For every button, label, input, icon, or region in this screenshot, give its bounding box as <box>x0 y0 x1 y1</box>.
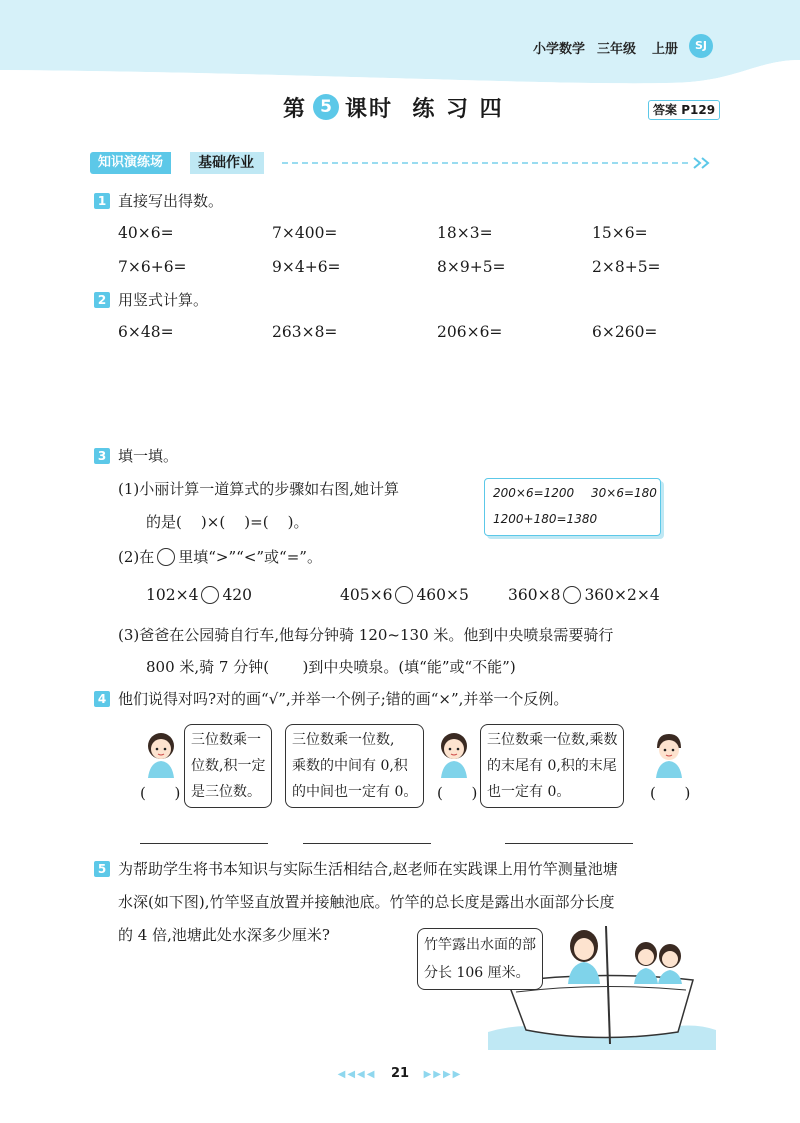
bubble-line: 三位数乘一 <box>191 732 261 748</box>
answer-line[interactable] <box>505 843 633 844</box>
answer-page: P129 <box>681 103 716 117</box>
q3-part1-line1: (1)小丽计算一道算式的步骤如右图,她计算 <box>118 480 400 498</box>
q3-part3-line1: (3)爸爸在公园骑自行车,他每分钟骑 120~130 米。他到中央喷泉需要骑行 <box>118 626 614 644</box>
girl-figure-1 <box>140 730 182 780</box>
compare-item <box>146 586 252 604</box>
q2-item: 206×6= <box>437 323 503 341</box>
bubble-line: 的末尾有 0,积的末尾 <box>487 758 617 774</box>
bubble-line: 分长 106 厘米。 <box>424 965 530 981</box>
question-4-prompt: 他们说得对吗?对的画“√”,并举一个例子;错的画“×”,并举一个反例。 <box>118 690 569 708</box>
q1-item: 2×8+5= <box>592 258 661 276</box>
grade-label: 三年级 <box>597 42 637 57</box>
page-title: 课时 练 习 四 <box>345 97 504 122</box>
edition-badge: SJ <box>689 34 713 58</box>
question-2-prompt: 用竖式计算。 <box>118 291 209 309</box>
speech-bubble-2 <box>285 724 424 808</box>
judge-paren[interactable]: ( ) <box>437 784 478 802</box>
compare-right: 360×2×4 <box>584 586 660 604</box>
compare-left: 405×6 <box>340 586 393 604</box>
question-5-number: 5 <box>94 861 110 877</box>
q5-line1: 为帮助学生将书本知识与实际生活相结合,赵老师在实践课上用竹竿测量池塘 <box>118 860 618 878</box>
q2-item: 6×48= <box>118 323 174 341</box>
q1-item: 7×6+6= <box>118 258 187 276</box>
volume-label: 上册 <box>652 42 679 57</box>
compare-circle[interactable] <box>395 586 413 604</box>
bubble-line: 三位数乘一位数, <box>292 732 395 748</box>
speech-bubble-1 <box>184 724 272 808</box>
question-1-number: 1 <box>94 193 110 209</box>
q3-part2-text-b: 里填“>”“<”或“=”。 <box>178 548 322 566</box>
q1-item: 8×9+5= <box>437 258 506 276</box>
judge-paren[interactable]: ( ) <box>140 784 181 802</box>
step-text: 1200+180=1380 <box>493 512 598 526</box>
question-3-prompt: 填一填。 <box>118 447 179 465</box>
q1-item: 15×6= <box>592 224 648 242</box>
q1-item: 18×3= <box>437 224 493 242</box>
section-dashed-rule <box>282 156 716 170</box>
step-text: 30×6=180 <box>591 486 657 500</box>
q3-part2-text-a: (2)在 <box>118 548 155 566</box>
compare-circle[interactable] <box>201 586 219 604</box>
q2-item: 263×8= <box>272 323 338 341</box>
answer-reference <box>648 100 720 120</box>
left-arrows-icon: ◀◀◀◀ <box>337 1069 377 1080</box>
q2-item: 6×260= <box>592 323 658 341</box>
bubble-line: 竹竿露出水面的部 <box>424 937 536 953</box>
teacher-speech-bubble <box>417 928 543 990</box>
compare-right: 460×5 <box>416 586 469 604</box>
right-arrows-icon: ▶▶▶▶ <box>423 1069 463 1080</box>
compare-item <box>508 586 660 604</box>
section-tag: 知识演练场 <box>90 152 171 174</box>
answer-line[interactable] <box>140 843 268 844</box>
section-label: 基础作业 <box>190 152 264 174</box>
bubble-line: 也一定有 0。 <box>487 784 571 800</box>
q1-item: 40×6= <box>118 224 174 242</box>
q3-part2-instruction <box>118 546 322 567</box>
subject-label: 小学数学 <box>533 42 586 57</box>
question-1-prompt: 直接写出得数。 <box>118 192 224 210</box>
q5-line2: 水深(如下图),竹竿竖直放置并接触池底。竹竿的总长度是露出水面部分长度 <box>118 893 615 911</box>
page-number-footer <box>0 1066 800 1081</box>
question-2-number: 2 <box>94 292 110 308</box>
compare-left: 102×4 <box>146 586 199 604</box>
answer-circle[interactable] <box>157 548 175 566</box>
q1-item: 9×4+6= <box>272 258 341 276</box>
bubble-line: 乘数的中间有 0,积 <box>292 758 408 774</box>
question-3-number: 3 <box>94 448 110 464</box>
bubble-line: 位数,积一定 <box>191 758 266 774</box>
bubble-line: 的中间也一定有 0。 <box>292 784 418 800</box>
step-text: 200×6=1200 <box>493 486 575 500</box>
lesson-number-badge: 5 <box>313 94 339 120</box>
q3-part3-line2: 800 米,骑 7 分钟( )到中央喷泉。(填“能”或“不能”) <box>146 658 516 676</box>
bubble-line: 三位数乘一位数,乘数 <box>487 732 618 748</box>
compare-left: 360×8 <box>508 586 561 604</box>
question-4-number: 4 <box>94 691 110 707</box>
girl-figure-2 <box>433 730 475 780</box>
header-wave-band <box>0 0 800 160</box>
q3-part1-line2: 的是( )×( )=( )。 <box>146 513 309 531</box>
judge-paren[interactable]: ( ) <box>650 784 691 802</box>
answer-line[interactable] <box>303 843 431 844</box>
q1-item: 7×400= <box>272 224 338 242</box>
answer-label: 答案 <box>653 103 678 117</box>
bubble-line: 是三位数。 <box>191 784 261 800</box>
compare-circle[interactable] <box>563 586 581 604</box>
boy-figure <box>648 730 690 780</box>
calculation-steps-box <box>484 478 661 536</box>
page-number: 21 <box>390 1066 410 1081</box>
speech-bubble-3 <box>480 724 624 808</box>
title-prefix: 第 <box>283 97 308 122</box>
compare-right: 420 <box>222 586 253 604</box>
q5-line3: 的 4 倍,池塘此处水深多少厘米? <box>118 926 330 944</box>
compare-item <box>340 586 469 604</box>
